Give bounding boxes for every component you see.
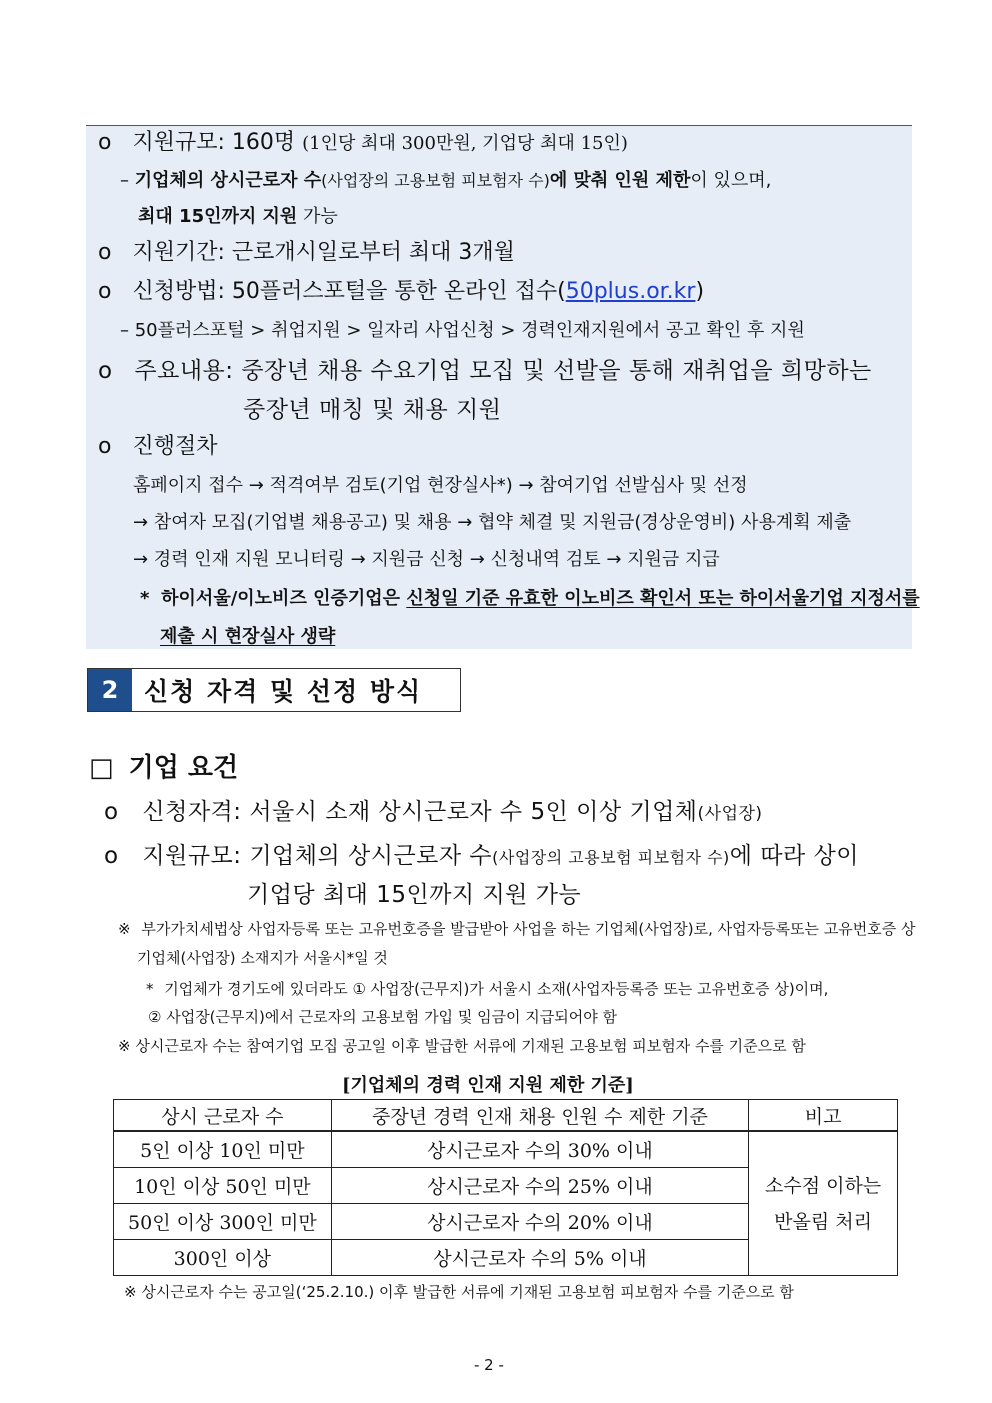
- table-cell: 상시근로자 수의 30% 이내: [331, 1131, 748, 1168]
- scale-text: 지원규모: 기업체의 상시근로자 수: [142, 843, 493, 869]
- scale-small: (사업장의 고용보험 피보험자 수): [492, 848, 730, 867]
- note3: ※ 상시근로자 수는 참여기업 모집 공고일 이후 발급한 서류에 기재된 고용보험 피보험자 수를 기준으로 함: [118, 1037, 806, 1055]
- support-method-text: 신청방법: 50플러스포털을 통한 온라인 접수(: [132, 279, 566, 304]
- table-header-row: [114, 1100, 898, 1132]
- company-qualification: [104, 793, 763, 826]
- company-heading-text: 기업 요건: [128, 753, 239, 783]
- company-scale: [104, 837, 859, 870]
- dash-marker: –: [120, 170, 129, 191]
- text-normal: ): [695, 279, 705, 304]
- note2-line1: 기업체가 경기도에 있더라도 ① 사업장(근무지)가 서울시 소재(사업자등록증 또는 고유번호증 상)이며,: [164, 980, 829, 998]
- note1-line1: 부가가치세법상 사업자등록 또는 고유번호증을 발급받아 사업을 하는 기업체(사업장)로, 사업자등록또는 고유번호증 상: [141, 920, 916, 938]
- page-number: - 2 -: [474, 1356, 504, 1374]
- limits-table: [113, 1099, 898, 1276]
- process-line1: 홈페이지 접수 → 적격여부 검토(기업 현장실사*) → 참여기업 선발심사 및 선정: [133, 475, 748, 496]
- process-line3: → 경력 인재 지원 모니터링 → 지원금 신청 → 신청내역 검토 → 지원금 지급: [133, 549, 720, 570]
- table-cell: 50인 이상 300인 미만: [114, 1204, 332, 1240]
- process-note: [140, 584, 920, 610]
- table-cell: 300인 이상: [114, 1240, 332, 1276]
- table-remark-cell: [749, 1131, 898, 1276]
- table-cell: 5인 이상 10인 미만: [114, 1131, 332, 1168]
- bullet-marker: o: [98, 358, 113, 384]
- table-cell: 상시근로자 수의 25% 이내: [331, 1168, 748, 1204]
- process-note-line2: 제출 시 현장실사 생략: [160, 626, 336, 647]
- checkbox-square-icon: □: [89, 753, 114, 783]
- support-scale-sub2: [138, 202, 338, 228]
- table-header-cell: 비고: [749, 1100, 898, 1132]
- note2: [146, 978, 828, 999]
- bullet-marker: o: [104, 799, 119, 825]
- section-title: 신청 자격 및 선정 방식: [144, 677, 423, 706]
- table-cell: 10인 이상 50인 미만: [114, 1168, 332, 1204]
- note1-line2: 기업체(사업장) 소재지가 서울시*일 것: [137, 949, 388, 967]
- scale-text: 에 따라 상이: [729, 843, 860, 869]
- remark-line1: 소수점 이하는: [765, 1174, 882, 1197]
- table-row: [114, 1131, 898, 1168]
- support-scale-sub1: [120, 166, 771, 192]
- support-period-text: 지원기간: 근로개시일로부터 최대 3개월: [132, 240, 515, 265]
- table-footnote: ※ 상시근로자 수는 공고일(‘25.2.10.) 이후 발급한 서류에 기재된 고용보험 피보험자 수를 기준으로 함: [124, 1283, 794, 1301]
- portal-link[interactable]: 50plus.or.kr: [565, 279, 696, 304]
- text-normal: (사업장의 고용보험 피보험자 수): [321, 171, 550, 190]
- text-underline: 신청일 기준 유효한 이노비즈 확인서 또는 하이서울기업 지정서를: [406, 588, 920, 609]
- note2-line2: ② 사업장(근무지)에서 근로자의 고용보험 가입 및 임금이 지급되어야 함: [148, 1008, 618, 1026]
- bullet-marker: o: [98, 240, 112, 265]
- support-content-line1: 주요내용: 중장년 채용 수요기업 모집 및 선발을 통해 재취업을 희망하는: [134, 358, 872, 384]
- text-normal: 이 있으며,: [690, 170, 772, 191]
- text-bold: 에 맞춰 인원 제한: [549, 170, 691, 191]
- text-bold: 하이서울/이노비즈 인증기업은: [161, 588, 407, 609]
- table-header-cell: 중장년 경력 인재 채용 인원 수 제한 기준: [331, 1100, 748, 1132]
- note1: [118, 918, 916, 939]
- support-method-sub: – 50플러스포털 > 취업지원 > 일자리 사업신청 > 경력인재지원에서 공고 확인 후 지원: [120, 320, 805, 341]
- star-marker: *: [146, 980, 154, 998]
- support-scale-item: [98, 125, 628, 156]
- process-line2: → 참여자 모집(기업별 채용공고) 및 채용 → 협약 체결 및 지원금(경상운영비) 사용계획 제출: [133, 512, 852, 533]
- remark-line2: 반올림 처리: [774, 1210, 872, 1233]
- support-scale-note: (1인당 최대 300만원, 기업당 최대 15인): [302, 133, 628, 154]
- process-heading: [98, 429, 217, 460]
- text-bold: 기업체의 상시근로자 수: [134, 170, 322, 191]
- process-title: 진행절차: [132, 434, 218, 459]
- section-header: [87, 668, 461, 712]
- support-period-item: [98, 235, 515, 266]
- bullet-marker: o: [104, 843, 119, 869]
- support-content-line2: 중장년 매칭 및 채용 지원: [243, 397, 502, 423]
- support-scale-label: 지원규모: 160명: [132, 130, 296, 155]
- support-method-item: [98, 274, 704, 305]
- star-marker: *: [140, 588, 150, 609]
- bullet-marker: o: [98, 434, 112, 459]
- note-mark: ※: [118, 920, 131, 938]
- text-normal: 가능: [297, 206, 338, 227]
- table-cell: 상시근로자 수의 20% 이내: [331, 1204, 748, 1240]
- company-scale-line2: 기업당 최대 15인까지 지원 가능: [247, 882, 582, 908]
- qualification-small: (사업장): [697, 804, 763, 824]
- company-heading: [89, 747, 238, 784]
- table-caption: [기업체의 경력 인재 지원 제한 기준]: [342, 1075, 634, 1096]
- table-header-cell: 상시 근로자 수: [114, 1100, 332, 1132]
- qualification-text: 신청자격: 서울시 소재 상시근로자 수 5인 이상 기업체: [142, 799, 698, 825]
- text-bold: 최대 15인까지 지원: [138, 206, 298, 227]
- bullet-marker: o: [98, 130, 112, 155]
- section-number: 2: [88, 669, 132, 711]
- table-cell: 상시근로자 수의 5% 이내: [331, 1240, 748, 1276]
- support-content-item: [98, 352, 872, 385]
- bullet-marker: o: [98, 279, 112, 304]
